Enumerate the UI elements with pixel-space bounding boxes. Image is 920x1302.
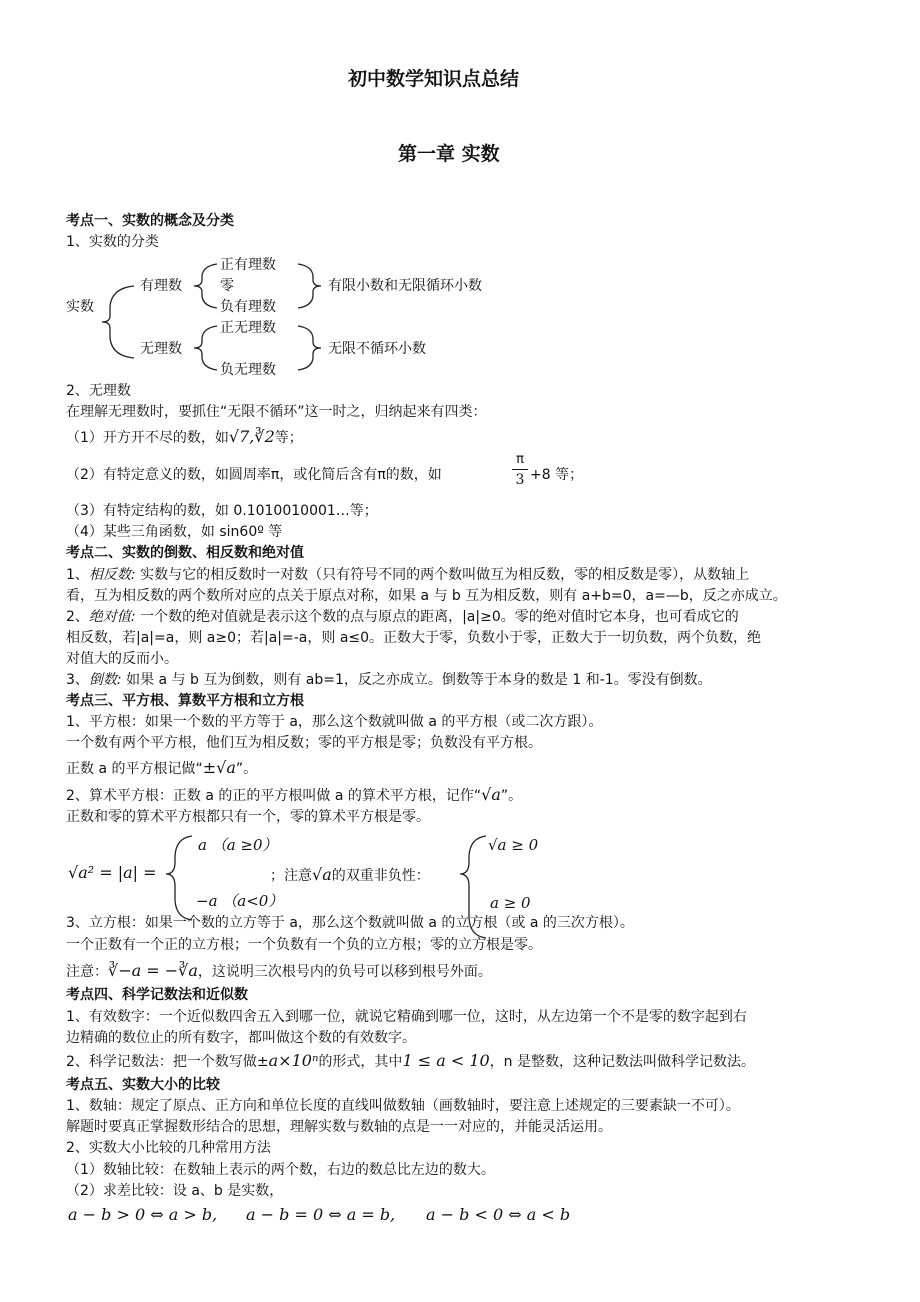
scientific-notation-line: [66, 1052, 755, 1071]
irrational-type-4: （4）某些三角函数，如 sin60º 等: [66, 524, 283, 540]
s1-subheading-irrational: 2、无理数: [66, 383, 131, 399]
document-title: 初中数学知识点总结: [348, 68, 520, 90]
tree-pos-irrational: 正无理数: [220, 320, 276, 336]
piecewise-case-negative: −a （a<0）: [196, 892, 284, 910]
section-heading-3: 考点三、平方根、算数平方根和立方根: [66, 693, 304, 709]
number-line-note: 解题时要真正掌握数形结合的思想，理解实数与数轴的点是一一对应的，并能灵活运用。: [66, 1119, 612, 1135]
note-sqrt-a: √a: [312, 865, 332, 884]
double-nonnegativity-note: [270, 866, 430, 885]
s1-irrational-intro: 在理解无理数时，要抓住“无限不循环”这一时之，归纳起来有四类：: [66, 404, 487, 420]
condition-a-nonnegative: a ≥ 0: [490, 894, 531, 912]
note-text: ；注意: [270, 868, 312, 884]
absolute-value-text: 一个数的绝对值就是表示这个数的点与原点的距离，|a|≥0。零的绝对值时它本身，也可看成它的: [135, 609, 739, 625]
difference-positive: a − b > 0 ⇔ a > b,: [68, 1205, 218, 1224]
reciprocal-text: 如果 a 与 b 互为倒数，则有 ab=1，反之亦成立。倒数等于本身的数是 1 和-1。零没有倒数。: [121, 672, 712, 688]
tree-pos-rational: 正有理数: [220, 257, 276, 273]
tree-neg-rational: 负有理数: [220, 299, 276, 315]
significant-figures-line-2: 边精确的数位止的所有数字，都叫做这个数的有效数字。: [66, 1030, 416, 1046]
scientific-notation-mid: 的形式，其中: [318, 1054, 403, 1070]
scientific-notation-form: a×10ⁿ: [268, 1051, 319, 1070]
absolute-value-line-3: 对值大的反而小。: [66, 651, 178, 667]
tree-zero: 零: [220, 278, 234, 294]
abs-sqrt-formula: √a² = |a| =: [68, 863, 157, 882]
tree-irrational: 无理数: [140, 341, 182, 357]
tree-irrational-desc: 无限不循环小数: [328, 341, 426, 357]
term-opposite-number: 相反数:: [88, 567, 136, 583]
comparison-number-line: （1）数轴比较：在数轴上表示的两个数，右边的数总比左边的数大。: [66, 1162, 495, 1178]
cube-root-definition: 3、立方根：如果一个数的立方等于 a，那么这个数就叫做 a 的立方根（或 a 的三次方根）。: [66, 915, 634, 931]
fraction-numerator: π: [512, 452, 528, 470]
cube-root-note: [66, 962, 492, 981]
scientific-notation-suffix: ，n 是整数，这种记数法叫做科学记数法。: [489, 1054, 755, 1070]
comparison-methods: 2、实数大小比较的几种常用方法: [66, 1140, 271, 1156]
item-number: 2、: [66, 609, 89, 625]
type-1-formula: √7,∛2: [228, 427, 275, 446]
chapter-title: 第一章 实数: [398, 143, 500, 165]
square-root-properties: 一个数有两个平方根，他们互为相反数；零的平方根是零；负数没有平方根。: [66, 735, 542, 751]
difference-negative: a − b < 0 ⇔ a < b: [426, 1205, 571, 1224]
difference-zero: a − b = 0 ⇔ a = b,: [246, 1205, 396, 1224]
arithmetic-square-root-property: 正数和零的算术平方根都只有一个，零的算术平方根是零。: [66, 809, 430, 825]
s1-subheading-classification: 1、实数的分类: [66, 234, 159, 250]
tree-neg-irrational: 负无理数: [220, 362, 276, 378]
comparison-difference: （2）求差比较：设 a、b 是实数，: [66, 1183, 284, 1199]
term-absolute-value: 绝对值:: [88, 609, 136, 625]
item-number: 1、: [66, 567, 89, 583]
notation-text: 正数 a 的平方根记做“: [66, 761, 203, 777]
plus-minus-sqrt-a: ±√a: [202, 758, 236, 777]
section-heading-4: 考点四、科学记数法和近似数: [66, 987, 248, 1003]
absolute-value-line-2: 相反数，若|a|=a，则 a≥0；若|a|=-a，则 a≤0。正数大于零，负数小于零，正数大于一切负数，两个负数，绝: [66, 630, 762, 646]
notation-suffix: ”。: [235, 761, 258, 777]
fraction-denominator: 3: [515, 472, 525, 488]
section-heading-1: 考点一、实数的概念及分类: [66, 213, 234, 229]
section-heading-2: 考点二、实数的倒数、相反数和绝对值: [66, 545, 304, 561]
piecewise-case-positive: a （a ≥0）: [198, 836, 278, 854]
cube-root-properties: 一个正数有一个正的立方根；一个负数有一个负的立方根；零的立方根是零。: [66, 937, 542, 953]
term-reciprocal: 倒数:: [88, 672, 122, 688]
tree-rational-desc: 有限小数和无限循环小数: [328, 278, 482, 294]
mantissa-range: 1 ≤ a < 10: [402, 1051, 490, 1070]
section-heading-5: 考点五、实数大小的比较: [66, 1077, 220, 1093]
note-explanation: ，这说明三次根号内的负号可以移到根号外面。: [197, 964, 492, 980]
irrational-type-3: （3）有特定结构的数，如 0.1010010001…等；: [66, 503, 378, 519]
type-1-text: （1）开方开不尽的数，如: [66, 430, 229, 446]
note-suffix: 的双重非负性：: [331, 868, 430, 884]
definition-text: 2、算术平方根：正数 a 的正的平方根叫做 a 的算术平方根，记作“: [66, 788, 482, 804]
tree-root-real: 实数: [66, 299, 94, 315]
note-label: 注意：: [66, 964, 108, 980]
type-2-suffix: +8 等；: [530, 467, 584, 483]
type-2-text: （2）有特定意义的数，如圆周率π，或化简后含有π的数，如: [66, 467, 442, 483]
definition-suffix: ”。: [500, 788, 523, 804]
number-line-definition: 1、数轴：规定了原点、正方向和单位长度的直线叫做数轴（画数轴时，要注意上述规定的三要素缺一不可）。: [66, 1098, 740, 1114]
type-1-suffix: 等；: [274, 430, 303, 446]
sqrt-a: √a: [481, 785, 501, 804]
significant-figures-line-1: 1、有效数字：一个近似数四舍五入到哪一位，就说它精确到哪一位，这时，从左边第一个不是零的数字起到右: [66, 1009, 747, 1025]
item-number: 3、: [66, 672, 89, 688]
square-root-definition: 1、平方根：如果一个数的平方等于 a，那么这个数就叫做 a 的平方根（或二次方跟）。: [66, 714, 603, 730]
opposite-number-text: 实数与它的相反数时一对数（只有符号不同的两个数叫做互为相反数，零的相反数是零），从数轴上: [135, 567, 750, 583]
opposite-number-line-2: 看，互为相反数的两个数所对应的点关于原点对称，如果 a 与 b 互为相反数，则有 a+b=0，a=—b，反之亦成立。: [66, 588, 787, 604]
condition-sqrt-nonnegative: √a ≥ 0: [488, 836, 539, 854]
tree-rational: 有理数: [140, 278, 182, 294]
cube-root-identity: ∛−a = −∛a: [108, 961, 198, 980]
scientific-notation-text: 2、科学记数法：把一个数写做±: [66, 1054, 269, 1070]
